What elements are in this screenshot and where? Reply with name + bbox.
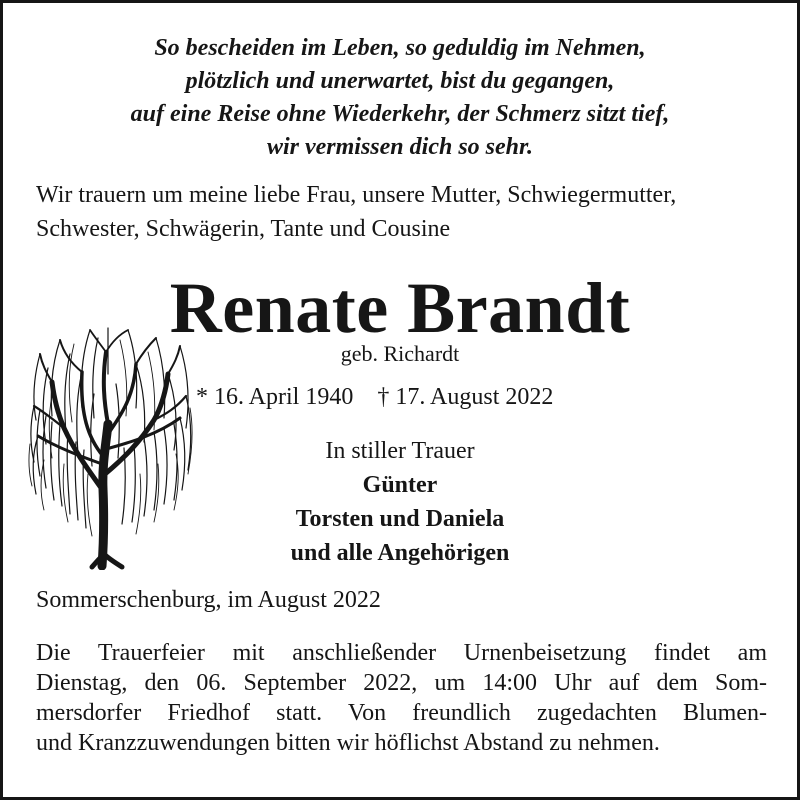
funeral-line: mersdorfer Friedhof statt. Von freundlich zugedachten Blumen- — [36, 700, 767, 726]
intro-line: Schwester, Schwägerin, Tante und Cousine — [36, 216, 451, 242]
intro-text — [36, 178, 776, 246]
funeral-notice — [36, 638, 767, 758]
poem-line: plötzlich und unerwartet, bist du gegangen, — [185, 68, 615, 94]
place-date: Sommerschenburg, im August 2022 — [36, 587, 381, 613]
funeral-line: Dienstag, den 06. September 2022, um 14:00 Uhr auf dem Som- — [36, 670, 767, 696]
poem-line: So bescheiden im Leben, so geduldig im Nehmen, — [154, 35, 646, 61]
funeral-line: Die Trauerfeier mit anschließender Urnenbeisetzung findet am — [36, 640, 767, 666]
birth-date: * 16. April 1940 — [196, 384, 354, 410]
mourner-name: und alle Angehörigen — [290, 540, 510, 566]
death-date: † 17. August 2022 — [377, 384, 554, 410]
mourners — [200, 434, 600, 570]
mourner-name: Torsten und Daniela — [295, 506, 505, 532]
intro-line: Wir trauern um meine liebe Frau, unsere Mutter, Schwiegermutter, — [36, 182, 677, 208]
life-dates — [196, 382, 553, 412]
poem — [0, 32, 800, 164]
poem-line: wir vermissen dich so sehr. — [266, 134, 534, 160]
poem-line: auf eine Reise ohne Wiederkehr, der Schmerz sitzt tief, — [130, 101, 670, 127]
deceased-name: Renate Brandt — [169, 268, 631, 348]
mourners-heading: In stiller Trauer — [325, 438, 475, 464]
tree-icon — [24, 324, 194, 570]
mourner-name: Günter — [362, 472, 438, 498]
funeral-line: und Kranzzuwendungen bitten wir höflichst Abstand zu nehmen. — [36, 730, 660, 756]
birth-name: geb. Richardt — [340, 341, 460, 366]
